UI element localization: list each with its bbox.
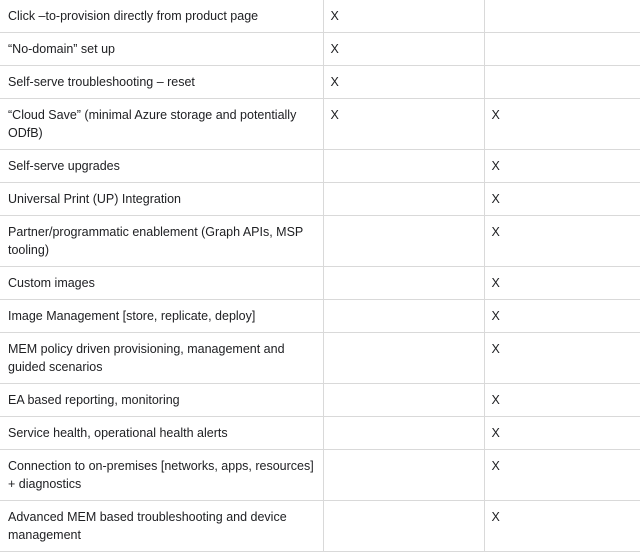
column-2-mark — [323, 450, 484, 501]
column-3-mark: X — [484, 99, 640, 150]
column-2-mark — [323, 216, 484, 267]
column-2-mark — [323, 267, 484, 300]
feature-cell: Universal Print (UP) Integration — [0, 183, 323, 216]
column-2-mark: X — [323, 33, 484, 66]
table-row — [0, 333, 640, 384]
feature-cell: “No-domain” set up — [0, 33, 323, 66]
table-row — [0, 267, 640, 300]
table-row — [0, 99, 640, 150]
table-row — [0, 216, 640, 267]
column-3-mark — [484, 0, 640, 33]
table-row — [0, 66, 640, 99]
feature-cell: Image Management [store, replicate, deploy] — [0, 300, 323, 333]
table-row — [0, 384, 640, 417]
column-2-mark: X — [323, 99, 484, 150]
table-row — [0, 183, 640, 216]
column-3-mark: X — [484, 417, 640, 450]
column-2-mark — [323, 384, 484, 417]
table-row — [0, 300, 640, 333]
column-3-mark — [484, 66, 640, 99]
feature-cell: Custom images — [0, 267, 323, 300]
column-2-mark — [323, 150, 484, 183]
feature-cell: Click –to-provision directly from product page — [0, 0, 323, 33]
column-3-mark: X — [484, 384, 640, 417]
column-2-mark: X — [323, 0, 484, 33]
table-row — [0, 417, 640, 450]
feature-cell: MEM policy driven provisioning, management and guided scenarios — [0, 333, 323, 384]
column-2-mark — [323, 300, 484, 333]
column-3-mark: X — [484, 183, 640, 216]
feature-cell: EA based reporting, monitoring — [0, 384, 323, 417]
feature-cell: Service health, operational health alerts — [0, 417, 323, 450]
table-row — [0, 450, 640, 501]
column-2-mark — [323, 501, 484, 552]
table-row — [0, 501, 640, 552]
feature-cell: Connection to on-premises [networks, apps, resources] + diagnostics — [0, 450, 323, 501]
column-3-mark: X — [484, 300, 640, 333]
column-3-mark: X — [484, 450, 640, 501]
column-3-mark: X — [484, 150, 640, 183]
table-row — [0, 33, 640, 66]
feature-cell: Self-serve troubleshooting – reset — [0, 66, 323, 99]
table-row — [0, 150, 640, 183]
column-3-mark: X — [484, 501, 640, 552]
table-row — [0, 0, 640, 33]
column-2-mark — [323, 417, 484, 450]
column-2-mark — [323, 183, 484, 216]
column-3-mark: X — [484, 333, 640, 384]
feature-cell: Self-serve upgrades — [0, 150, 323, 183]
column-2-mark — [323, 333, 484, 384]
column-3-mark: X — [484, 267, 640, 300]
column-3-mark: X — [484, 216, 640, 267]
column-3-mark — [484, 33, 640, 66]
feature-cell: “Cloud Save” (minimal Azure storage and potentially ODfB) — [0, 99, 323, 150]
column-2-mark: X — [323, 66, 484, 99]
feature-cell: Partner/programmatic enablement (Graph APIs, MSP tooling) — [0, 216, 323, 267]
feature-cell: Advanced MEM based troubleshooting and device management — [0, 501, 323, 552]
